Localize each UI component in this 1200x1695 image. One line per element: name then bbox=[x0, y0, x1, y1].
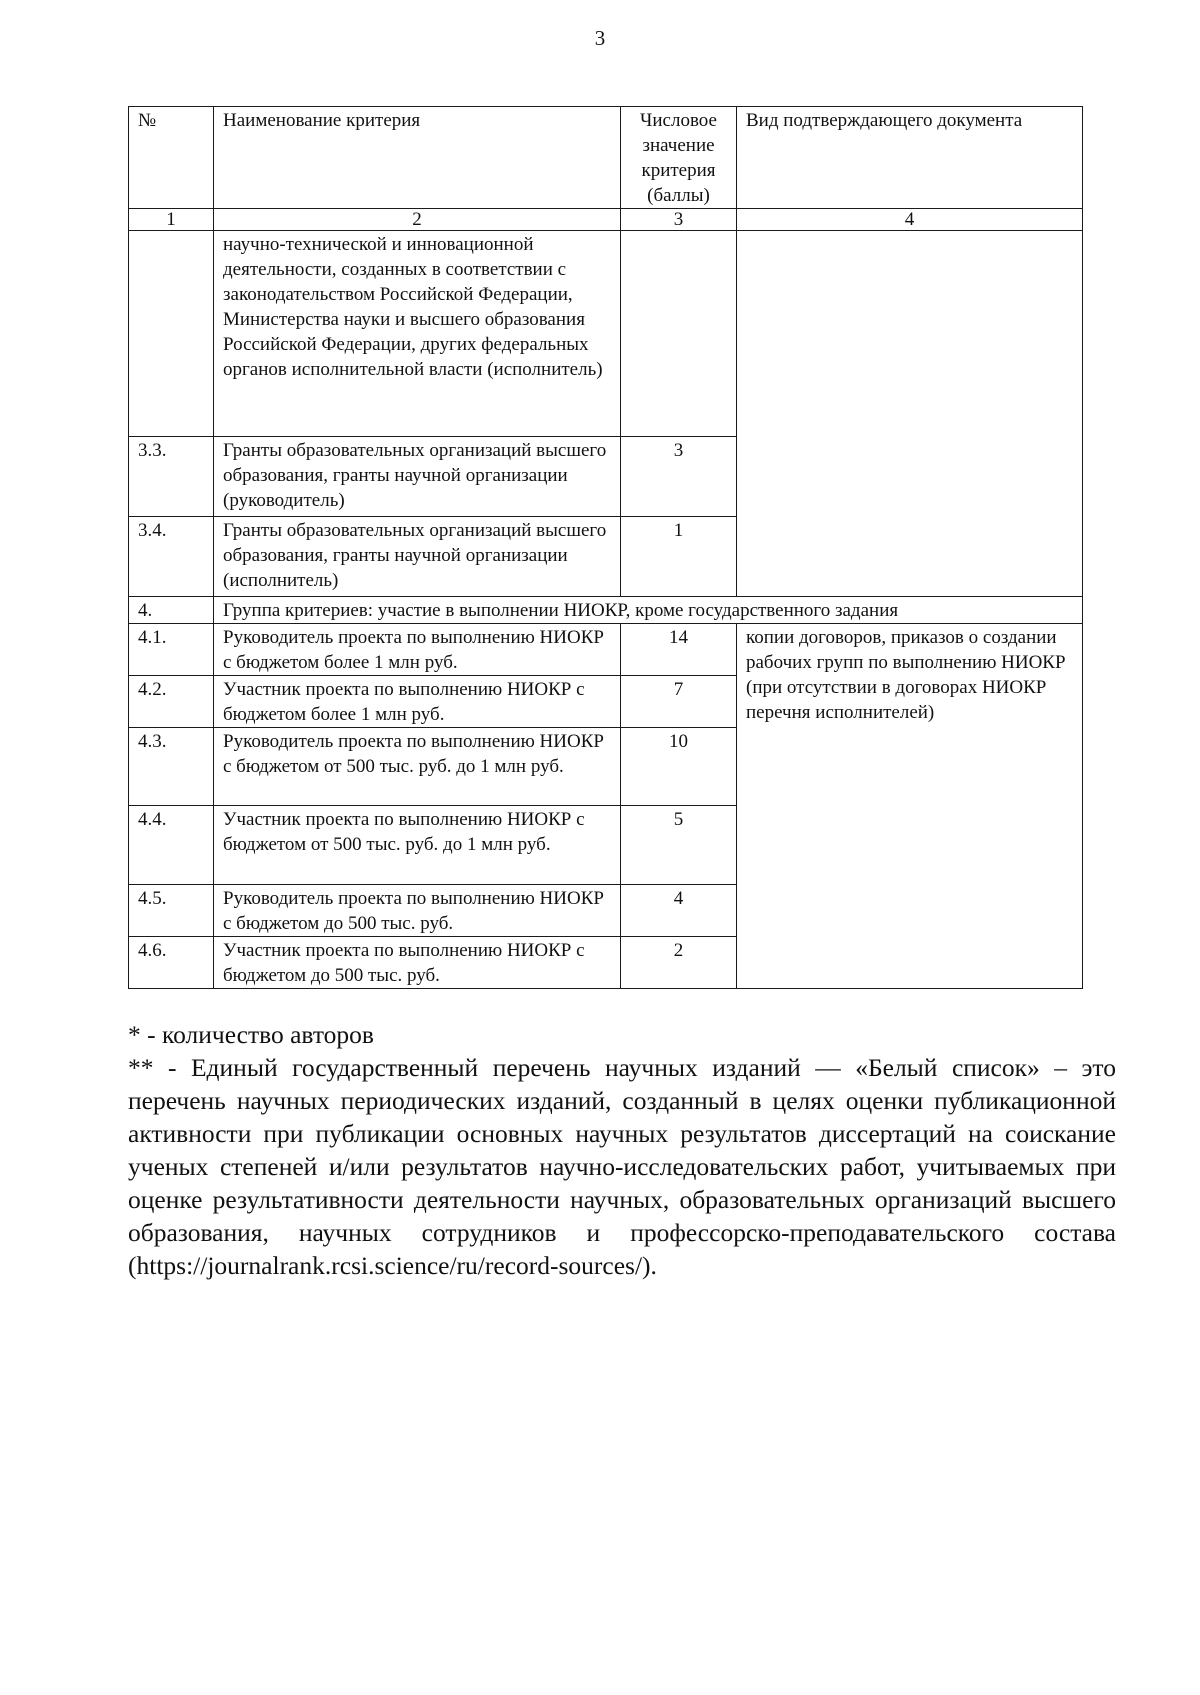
footnote-authors: * - количество авторов bbox=[128, 1020, 374, 1049]
column-number: 1 bbox=[129, 209, 214, 231]
row-criterion-name: Участник проекта по выполнению НИОКР с бюджетом более 1 млн руб. bbox=[214, 676, 621, 728]
row-number: 4.1. bbox=[129, 624, 214, 676]
column-number: 3 bbox=[621, 209, 737, 231]
row-value: 2 bbox=[621, 937, 737, 989]
row-value: 7 bbox=[621, 676, 737, 728]
row-value: 3 bbox=[621, 437, 737, 517]
row-criterion-name: Руководитель проекта по выполнению НИОКР с бюджетом до 500 тыс. руб. bbox=[214, 885, 621, 937]
row-number bbox=[129, 231, 214, 437]
page-number: 3 bbox=[594, 26, 606, 50]
row-value: 4 bbox=[621, 885, 737, 937]
row-criterion-name: Гранты образовательных организаций высшего образования, гранты научной организации (руководитель) bbox=[214, 437, 621, 517]
column-number: 4 bbox=[737, 209, 1083, 231]
group-title: Группа критериев: участие в выполнении НИОКР, кроме государственного задания bbox=[214, 597, 1083, 624]
row-value bbox=[621, 231, 737, 437]
footnotes bbox=[128, 1018, 1116, 1282]
table-header-row bbox=[129, 107, 1083, 209]
row-criterion-name: Участник проекта по выполнению НИОКР с бюджетом от 500 тыс. руб. до 1 млн руб. bbox=[214, 806, 621, 885]
row-criterion-name: Гранты образовательных организаций высшего образования, гранты научной организации (исполнитель) bbox=[214, 517, 621, 597]
group-number: 4. bbox=[129, 597, 214, 624]
row-criterion-name: научно-технической и инновационной деятельности, созданных в соответствии с законодательством Российской Федерации, Министерства науки и высшего образования Российской Федерации, других федеральных органов исполнительной власти (исполнитель) bbox=[214, 231, 621, 437]
row-criterion-name: Руководитель проекта по выполнению НИОКР с бюджетом от 500 тыс. руб. до 1 млн руб. bbox=[214, 728, 621, 806]
group-row bbox=[129, 597, 1083, 624]
header-number: № bbox=[129, 107, 214, 209]
row-number: 4.6. bbox=[129, 937, 214, 989]
row-value: 5 bbox=[621, 806, 737, 885]
header-document-type: Вид подтверждающего документа bbox=[737, 107, 1083, 209]
row-number: 3.4. bbox=[129, 517, 214, 597]
row-document-type bbox=[737, 231, 1083, 597]
row-number: 4.3. bbox=[129, 728, 214, 806]
row-value: 10 bbox=[621, 728, 737, 806]
table-row bbox=[129, 231, 1083, 437]
row-number: 3.3. bbox=[129, 437, 214, 517]
header-criterion-value: Числовое значение критерия (баллы) bbox=[621, 107, 737, 209]
row-number: 4.5. bbox=[129, 885, 214, 937]
footnote-white-list: ** - Единый государственный перечень научных изданий — «Белый список» – это перечень научных периодических изданий, созданный в целях оценки публикационной активности при публикации основных научных результатов диссертаций на соискание ученых степеней и/или результатов научно-исследовательских работ, учитываемых при оценке результативности деятельности научных, образовательных организаций высшего образования, научных сотрудников и профессорско-преподавательского состава (https://journalrank.rcsi.science/ru/record-sources/). bbox=[128, 1053, 1116, 1280]
group-document-type: копии договоров, приказов о создании рабочих групп по выполнению НИОКР (при отсутствии в договорах НИОКР перечня исполнителей) bbox=[737, 624, 1083, 989]
column-number: 2 bbox=[214, 209, 621, 231]
row-criterion-name: Участник проекта по выполнению НИОКР с бюджетом до 500 тыс. руб. bbox=[214, 937, 621, 989]
row-number: 4.4. bbox=[129, 806, 214, 885]
criteria-table bbox=[128, 106, 1083, 989]
column-numbers-row bbox=[129, 209, 1083, 231]
row-number: 4.2. bbox=[129, 676, 214, 728]
row-criterion-name: Руководитель проекта по выполнению НИОКР с бюджетом более 1 млн руб. bbox=[214, 624, 621, 676]
table-row bbox=[129, 624, 1083, 676]
header-criterion-name: Наименование критерия bbox=[214, 107, 621, 209]
row-value: 1 bbox=[621, 517, 737, 597]
row-value: 14 bbox=[621, 624, 737, 676]
